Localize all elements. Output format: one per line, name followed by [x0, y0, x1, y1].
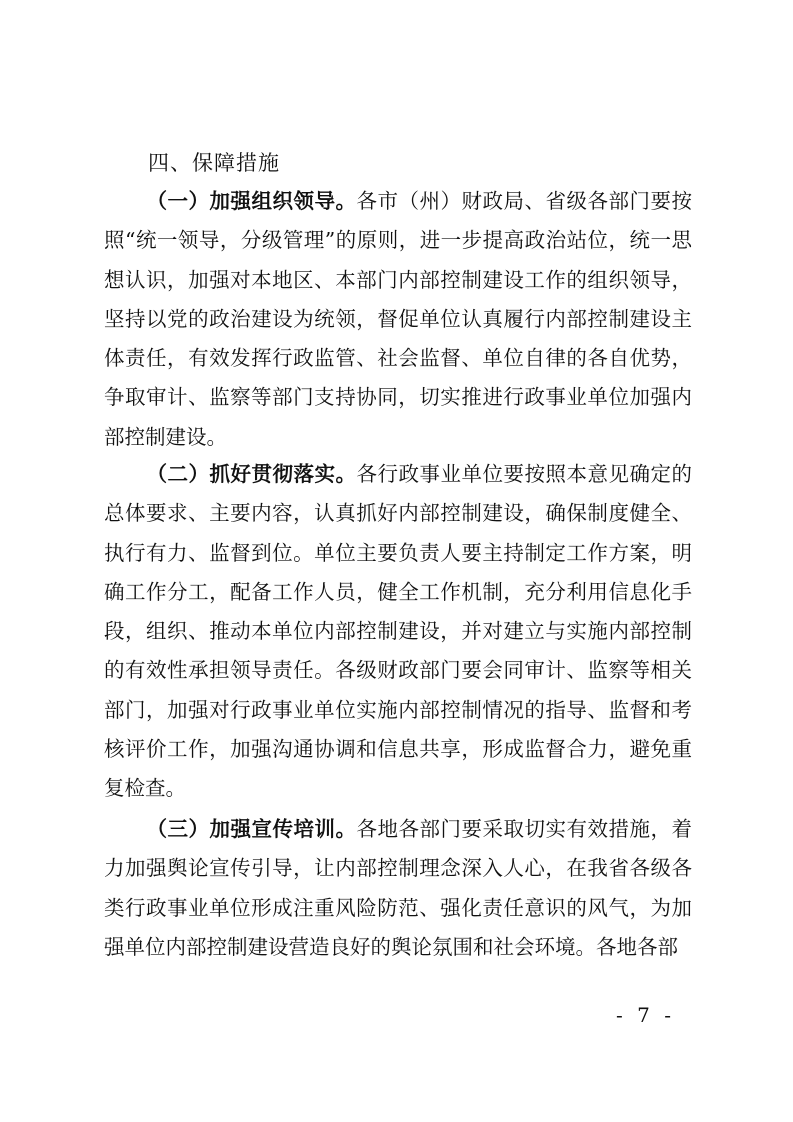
paragraph-lead-organization-leadership: （一）加强组织领导。 — [146, 189, 357, 213]
page-number: - 7 - — [616, 1003, 675, 1027]
paragraph-text-implementation: 各行政事业单位要按照本意见确定的总体要求、主要内容，认真抓好内部控制建设，确保制度健全、执行有力、监督到位。单位主要负责人要主持制定工作方案，明确工作分工，配备工作人员，健全工作机制，充分利用信息化手段，组织、推动本单位内部控制建设，并对建立与实施内部控制的有效性承担领导责任。各级财政部门要会同审计、监察等相关部门，加强对行政事业单位实施内部控制情况的指导、监督和考核评价工作，加强沟通协调和信息共享，形成监督合力，避免重复检查。 — [104, 462, 692, 801]
paragraph-text-publicity-training: 各地各部门要采取切实有效措施，着力加强舆论宣传引导，让内部控制理念深入人心，在我省各级各类行政事业单位形成注重风险防范、强化责任意识的风气，为加强单位内部控制建设营造良好的舆论氛围和社会环境。各地各部 — [104, 817, 692, 959]
paragraph-lead-implementation: （二）抓好贯彻落实。 — [146, 462, 357, 486]
paragraph-text-organization-leadership: 各市（州）财政局、省级各部门要按照“统一领导，分级管理”的原则，进一步提高政治站位，统一思想认识，加强对本地区、本部门内部控制建设工作的组织领导，坚持以党的政治建设为统领，督促单位认真履行内部控制建设主体责任，有效发挥行政监管、社会监督、单位自律的各自优势，争取审计、监察等部门支持协同，切实推进行政事业单位加强内部控制建设。 — [104, 189, 692, 449]
paragraph-lead-publicity-training: （三）加强宣传培训。 — [146, 817, 357, 841]
paragraph-implementation — [104, 455, 692, 809]
paragraph-publicity-training — [104, 810, 692, 967]
section-heading: 四、保障措施 — [148, 151, 280, 175]
paragraph-organization-leadership — [104, 182, 692, 457]
